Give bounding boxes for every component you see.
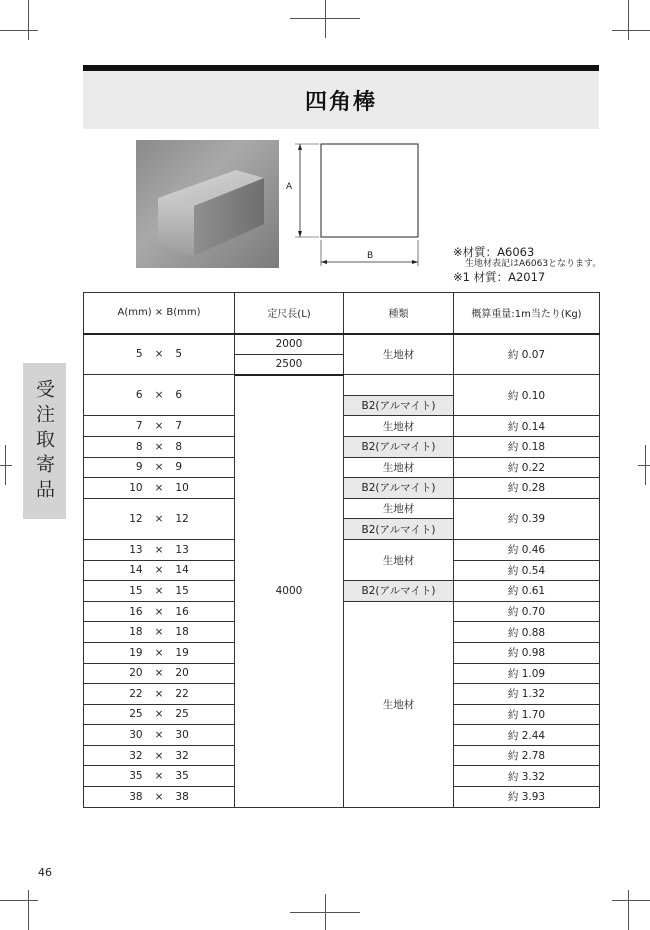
material-note-alt: ※1 材質：A2017 [453, 270, 546, 284]
product-photo [136, 140, 279, 268]
crop-mark [645, 445, 646, 485]
size-cell: 18 × 18 [84, 622, 235, 643]
size-cell: 6 × 6 [84, 375, 235, 416]
crop-mark [325, 894, 326, 930]
size-cell: 19 × 19 [84, 642, 235, 663]
weight-cell: 約 0.14 [454, 416, 600, 437]
crop-mark [28, 890, 29, 930]
crop-mark [612, 900, 650, 901]
type-cell: B2(アルマイト) [344, 395, 454, 416]
crop-mark [325, 0, 326, 38]
length-cell: 2000 [235, 334, 344, 355]
table-header-row [84, 293, 600, 334]
size-cell: 15 × 15 [84, 581, 235, 602]
size-cell: 30 × 30 [84, 725, 235, 746]
side-category-tab [23, 363, 66, 519]
crop-mark [638, 465, 650, 466]
type-cell: 生地材 [344, 416, 454, 437]
crop-mark [0, 30, 38, 31]
header-length: 定尺長(L) [235, 293, 344, 334]
crop-mark [0, 465, 12, 466]
size-cell: 16 × 16 [84, 601, 235, 622]
size-cell: 8 × 8 [84, 436, 235, 457]
weight-cell: 約 0.61 [454, 581, 600, 602]
side-tab-label: 受注取寄品 [33, 378, 55, 504]
length-cell: 4000 [235, 375, 344, 807]
weight-cell: 約 2.44 [454, 725, 600, 746]
size-cell: 25 × 25 [84, 704, 235, 725]
weight-cell: 約 3.32 [454, 766, 600, 787]
crop-mark [628, 890, 629, 930]
size-cell: 22 × 22 [84, 684, 235, 705]
weight-cell: 約 0.10 [454, 375, 600, 416]
weight-cell: 約 1.70 [454, 704, 600, 725]
size-cell: 5 × 5 [84, 334, 235, 375]
cross-section-diagram [286, 140, 430, 270]
type-cell: B2(アルマイト) [344, 581, 454, 602]
material-subnote: 生地材表記はA6063となります。 [465, 259, 602, 269]
weight-cell: 約 3.93 [454, 787, 600, 808]
header-type: 種類 [344, 293, 454, 334]
crop-mark [628, 0, 629, 40]
weight-cell: 約 0.18 [454, 436, 600, 457]
type-cell: 生地材 [344, 601, 454, 807]
size-cell: 38 × 38 [84, 787, 235, 808]
size-cell: 12 × 12 [84, 498, 235, 539]
weight-cell: 約 2.78 [454, 745, 600, 766]
title-banner [83, 71, 599, 129]
weight-cell: 約 0.46 [454, 539, 600, 560]
header-weight: 概算重量:1m当たり(Kg) [454, 293, 600, 334]
size-cell: 10 × 10 [84, 478, 235, 499]
size-cell: 14 × 14 [84, 560, 235, 581]
size-cell: 7 × 7 [84, 416, 235, 437]
type-cell: B2(アルマイト) [344, 519, 454, 540]
dimension-b-label: B [367, 251, 374, 261]
dimension-a-label: A [286, 182, 293, 192]
size-cell: 9 × 9 [84, 457, 235, 478]
type-cell-empty [344, 375, 454, 396]
size-cell: 35 × 35 [84, 766, 235, 787]
header-size: A(mm) × B(mm) [84, 293, 235, 334]
spec-table [83, 292, 600, 808]
size-cell: 20 × 20 [84, 663, 235, 684]
weight-cell: 約 0.88 [454, 622, 600, 643]
table-row [84, 375, 600, 396]
type-cell: 生地材 [344, 539, 454, 580]
weight-cell: 約 0.98 [454, 642, 600, 663]
page-title: 四角棒 [304, 89, 377, 115]
page-number: 46 [38, 866, 52, 879]
crop-mark [0, 900, 38, 901]
weight-cell: 約 0.28 [454, 478, 600, 499]
weight-cell: 約 1.32 [454, 684, 600, 705]
size-cell: 32 × 32 [84, 745, 235, 766]
table-row [84, 334, 600, 355]
weight-cell: 約 0.39 [454, 498, 600, 539]
weight-cell: 約 0.70 [454, 601, 600, 622]
weight-cell: 約 0.22 [454, 457, 600, 478]
material-notes [453, 245, 601, 284]
crop-mark [612, 30, 650, 31]
weight-cell: 約 1.09 [454, 663, 600, 684]
weight-cell: 約 0.54 [454, 560, 600, 581]
type-cell: B2(アルマイト) [344, 478, 454, 499]
size-cell: 13 × 13 [84, 539, 235, 560]
material-note: ※材質：A6063 [453, 245, 535, 259]
type-cell: B2(アルマイト) [344, 436, 454, 457]
crop-mark [28, 0, 29, 40]
type-cell: 生地材 [344, 457, 454, 478]
length-cell: 2500 [235, 354, 344, 375]
weight-cell: 約 0.07 [454, 334, 600, 375]
crop-mark [5, 445, 6, 485]
type-cell: 生地材 [344, 334, 454, 375]
type-cell: 生地材 [344, 498, 454, 519]
